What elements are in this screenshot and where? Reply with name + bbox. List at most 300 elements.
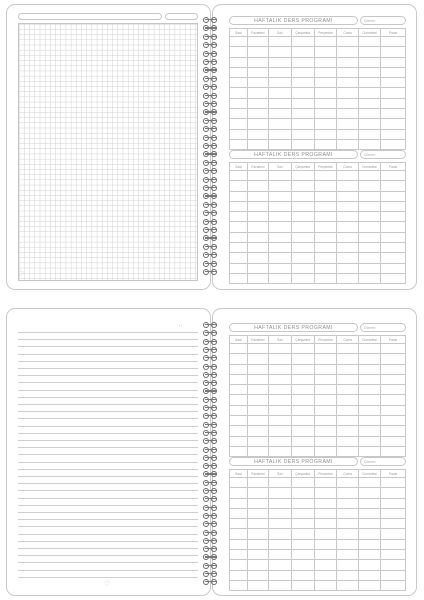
- schedule-cell[interactable]: [291, 67, 314, 77]
- schedule-cell[interactable]: [247, 416, 268, 426]
- schedule-cell[interactable]: [337, 416, 358, 426]
- schedule-cell[interactable]: [247, 436, 268, 446]
- schedule-cell[interactable]: [381, 222, 406, 232]
- schedule-cell[interactable]: [381, 519, 406, 529]
- schedule-cell[interactable]: [381, 436, 406, 446]
- schedule-cell[interactable]: [314, 181, 337, 191]
- schedule-cell[interactable]: [268, 129, 291, 139]
- schedule-cell[interactable]: [247, 181, 268, 191]
- schedule-cell[interactable]: [230, 488, 248, 498]
- schedule-cell[interactable]: [337, 67, 358, 77]
- schedule-cell[interactable]: [247, 550, 268, 560]
- schedule-cell[interactable]: [337, 539, 358, 549]
- schedule-cell[interactable]: [337, 232, 358, 242]
- schedule-cell[interactable]: [291, 139, 314, 149]
- schedule-cell[interactable]: [268, 253, 291, 263]
- schedule-cell[interactable]: [314, 222, 337, 232]
- schedule-cell[interactable]: [381, 181, 406, 191]
- term-field[interactable]: Dönem:: [360, 457, 406, 466]
- schedule-cell[interactable]: [358, 580, 381, 590]
- schedule-cell[interactable]: [247, 560, 268, 570]
- schedule-cell[interactable]: [358, 222, 381, 232]
- schedule-cell[interactable]: [268, 181, 291, 191]
- schedule-cell[interactable]: [314, 191, 337, 201]
- schedule-cell[interactable]: [291, 478, 314, 488]
- schedule-cell[interactable]: [268, 191, 291, 201]
- schedule-cell[interactable]: [291, 57, 314, 67]
- schedule-cell[interactable]: [314, 109, 337, 119]
- schedule-cell[interactable]: [268, 139, 291, 149]
- schedule-cell[interactable]: [268, 212, 291, 222]
- schedule-cell[interactable]: [291, 212, 314, 222]
- schedule-cell[interactable]: [291, 191, 314, 201]
- schedule-cell[interactable]: [381, 47, 406, 57]
- schedule-cell[interactable]: [314, 344, 337, 354]
- schedule-cell[interactable]: [230, 171, 248, 181]
- schedule-cell[interactable]: [381, 446, 406, 456]
- schedule-cell[interactable]: [291, 529, 314, 539]
- schedule-cell[interactable]: [314, 550, 337, 560]
- schedule-cell[interactable]: [230, 405, 248, 415]
- schedule-cell[interactable]: [381, 243, 406, 253]
- schedule-cell[interactable]: [358, 181, 381, 191]
- schedule-cell[interactable]: [247, 232, 268, 242]
- schedule-cell[interactable]: [268, 263, 291, 273]
- schedule-cell[interactable]: [268, 446, 291, 456]
- schedule-cell[interactable]: [291, 232, 314, 242]
- schedule-cell[interactable]: [358, 139, 381, 149]
- schedule-cell[interactable]: [337, 222, 358, 232]
- schedule-cell[interactable]: [247, 374, 268, 384]
- schedule-cell[interactable]: [314, 243, 337, 253]
- schedule-cell[interactable]: [314, 78, 337, 88]
- schedule-cell[interactable]: [358, 436, 381, 446]
- schedule-cell[interactable]: [381, 139, 406, 149]
- schedule-cell[interactable]: [381, 344, 406, 354]
- schedule-cell[interactable]: [358, 416, 381, 426]
- schedule-cell[interactable]: [268, 57, 291, 67]
- schedule-cell[interactable]: [268, 47, 291, 57]
- schedule-cell[interactable]: [230, 395, 248, 405]
- schedule-cell[interactable]: [268, 273, 291, 283]
- schedule-cell[interactable]: [337, 37, 358, 47]
- schedule-cell[interactable]: [268, 436, 291, 446]
- schedule-cell[interactable]: [314, 364, 337, 374]
- schedule-cell[interactable]: [381, 129, 406, 139]
- schedule-cell[interactable]: [247, 519, 268, 529]
- schedule-cell[interactable]: [268, 550, 291, 560]
- schedule-cell[interactable]: [230, 119, 248, 129]
- schedule-cell[interactable]: [337, 354, 358, 364]
- schedule-cell[interactable]: [314, 119, 337, 129]
- schedule-cell[interactable]: [314, 212, 337, 222]
- schedule-cell[interactable]: [314, 47, 337, 57]
- schedule-cell[interactable]: [247, 354, 268, 364]
- schedule-cell[interactable]: [358, 212, 381, 222]
- schedule-cell[interactable]: [230, 232, 248, 242]
- schedule-cell[interactable]: [314, 201, 337, 211]
- schedule-cell[interactable]: [381, 201, 406, 211]
- schedule-cell[interactable]: [230, 385, 248, 395]
- schedule-cell[interactable]: [230, 181, 248, 191]
- schedule-cell[interactable]: [268, 222, 291, 232]
- schedule-cell[interactable]: [358, 243, 381, 253]
- schedule-cell[interactable]: [230, 478, 248, 488]
- schedule-cell[interactable]: [381, 191, 406, 201]
- schedule-cell[interactable]: [247, 222, 268, 232]
- schedule-cell[interactable]: [314, 446, 337, 456]
- schedule-cell[interactable]: [291, 201, 314, 211]
- schedule-cell[interactable]: [358, 201, 381, 211]
- schedule-cell[interactable]: [230, 498, 248, 508]
- schedule-cell[interactable]: [314, 273, 337, 283]
- schedule-cell[interactable]: [337, 446, 358, 456]
- schedule-cell[interactable]: [230, 426, 248, 436]
- schedule-cell[interactable]: [314, 139, 337, 149]
- schedule-cell[interactable]: [291, 344, 314, 354]
- schedule-cell[interactable]: [230, 243, 248, 253]
- schedule-cell[interactable]: [247, 139, 268, 149]
- schedule-cell[interactable]: [314, 580, 337, 590]
- schedule-cell[interactable]: [381, 405, 406, 415]
- schedule-cell[interactable]: [314, 570, 337, 580]
- schedule-cell[interactable]: [230, 37, 248, 47]
- schedule-cell[interactable]: [381, 88, 406, 98]
- schedule-cell[interactable]: [230, 436, 248, 446]
- schedule-cell[interactable]: [337, 498, 358, 508]
- schedule-cell[interactable]: [314, 263, 337, 273]
- schedule-cell[interactable]: [247, 47, 268, 57]
- schedule-cell[interactable]: [268, 78, 291, 88]
- schedule-cell[interactable]: [230, 88, 248, 98]
- schedule-cell[interactable]: [247, 191, 268, 201]
- schedule-cell[interactable]: [291, 47, 314, 57]
- schedule-cell[interactable]: [230, 109, 248, 119]
- schedule-cell[interactable]: [358, 426, 381, 436]
- schedule-cell[interactable]: [314, 37, 337, 47]
- schedule-cell[interactable]: [358, 67, 381, 77]
- schedule-cell[interactable]: [230, 580, 248, 590]
- schedule-cell[interactable]: [337, 519, 358, 529]
- schedule-cell[interactable]: [358, 109, 381, 119]
- schedule-cell[interactable]: [314, 385, 337, 395]
- schedule-cell[interactable]: [230, 201, 248, 211]
- schedule-cell[interactable]: [314, 508, 337, 518]
- schedule-cell[interactable]: [268, 364, 291, 374]
- schedule-cell[interactable]: [247, 171, 268, 181]
- schedule-cell[interactable]: [247, 263, 268, 273]
- schedule-cell[interactable]: [337, 191, 358, 201]
- schedule-cell[interactable]: [247, 129, 268, 139]
- schedule-cell[interactable]: [268, 67, 291, 77]
- schedule-cell[interactable]: [291, 498, 314, 508]
- schedule-cell[interactable]: [268, 529, 291, 539]
- schedule-cell[interactable]: [358, 446, 381, 456]
- schedule-cell[interactable]: [358, 529, 381, 539]
- schedule-cell[interactable]: [381, 78, 406, 88]
- schedule-cell[interactable]: [381, 508, 406, 518]
- schedule-cell[interactable]: [358, 395, 381, 405]
- schedule-cell[interactable]: [230, 570, 248, 580]
- schedule-cell[interactable]: [247, 488, 268, 498]
- schedule-cell[interactable]: [247, 395, 268, 405]
- schedule-cell[interactable]: [247, 67, 268, 77]
- schedule-cell[interactable]: [337, 201, 358, 211]
- schedule-cell[interactable]: [358, 539, 381, 549]
- schedule-cell[interactable]: [314, 374, 337, 384]
- schedule-cell[interactable]: [247, 426, 268, 436]
- schedule-cell[interactable]: [230, 67, 248, 77]
- schedule-cell[interactable]: [337, 550, 358, 560]
- schedule-cell[interactable]: [247, 529, 268, 539]
- schedule-cell[interactable]: [268, 405, 291, 415]
- schedule-cell[interactable]: [358, 232, 381, 242]
- schedule-cell[interactable]: [358, 171, 381, 181]
- schedule-cell[interactable]: [268, 201, 291, 211]
- schedule-cell[interactable]: [381, 498, 406, 508]
- schedule-cell[interactable]: [268, 498, 291, 508]
- schedule-cell[interactable]: [337, 119, 358, 129]
- schedule-cell[interactable]: [291, 416, 314, 426]
- schedule-cell[interactable]: [247, 88, 268, 98]
- schedule-cell[interactable]: [268, 109, 291, 119]
- schedule-cell[interactable]: [230, 47, 248, 57]
- schedule-cell[interactable]: [247, 570, 268, 580]
- schedule-cell[interactable]: [230, 550, 248, 560]
- schedule-cell[interactable]: [314, 560, 337, 570]
- schedule-cell[interactable]: [337, 529, 358, 539]
- schedule-cell[interactable]: [247, 109, 268, 119]
- schedule-cell[interactable]: [291, 37, 314, 47]
- schedule-cell[interactable]: [337, 109, 358, 119]
- schedule-cell[interactable]: [291, 519, 314, 529]
- schedule-cell[interactable]: [381, 67, 406, 77]
- schedule-cell[interactable]: [337, 273, 358, 283]
- schedule-cell[interactable]: [314, 171, 337, 181]
- schedule-cell[interactable]: [314, 232, 337, 242]
- schedule-cell[interactable]: [247, 508, 268, 518]
- schedule-cell[interactable]: [381, 570, 406, 580]
- schedule-cell[interactable]: [314, 529, 337, 539]
- schedule-cell[interactable]: [314, 354, 337, 364]
- schedule-cell[interactable]: [314, 88, 337, 98]
- schedule-cell[interactable]: [230, 273, 248, 283]
- schedule-cell[interactable]: [268, 374, 291, 384]
- schedule-cell[interactable]: [358, 37, 381, 47]
- schedule-cell[interactable]: [358, 98, 381, 108]
- schedule-cell[interactable]: [314, 57, 337, 67]
- schedule-cell[interactable]: [247, 98, 268, 108]
- schedule-cell[interactable]: [381, 109, 406, 119]
- schedule-cell[interactable]: [247, 119, 268, 129]
- schedule-cell[interactable]: [381, 119, 406, 129]
- schedule-cell[interactable]: [268, 385, 291, 395]
- schedule-cell[interactable]: [268, 478, 291, 488]
- schedule-cell[interactable]: [268, 539, 291, 549]
- schedule-cell[interactable]: [314, 488, 337, 498]
- schedule-cell[interactable]: [247, 539, 268, 549]
- schedule-cell[interactable]: [337, 78, 358, 88]
- schedule-cell[interactable]: [381, 550, 406, 560]
- schedule-cell[interactable]: [230, 560, 248, 570]
- schedule-cell[interactable]: [358, 478, 381, 488]
- schedule-cell[interactable]: [314, 478, 337, 488]
- schedule-cell[interactable]: [337, 344, 358, 354]
- schedule-cell[interactable]: [247, 405, 268, 415]
- schedule-cell[interactable]: [358, 129, 381, 139]
- schedule-cell[interactable]: [268, 416, 291, 426]
- schedule-cell[interactable]: [291, 119, 314, 129]
- schedule-cell[interactable]: [230, 222, 248, 232]
- schedule-cell[interactable]: [247, 201, 268, 211]
- schedule-cell[interactable]: [291, 436, 314, 446]
- schedule-cell[interactable]: [268, 488, 291, 498]
- schedule-cell[interactable]: [291, 171, 314, 181]
- schedule-cell[interactable]: [291, 243, 314, 253]
- schedule-cell[interactable]: [381, 263, 406, 273]
- schedule-cell[interactable]: [337, 374, 358, 384]
- schedule-cell[interactable]: [268, 354, 291, 364]
- schedule-cell[interactable]: [268, 88, 291, 98]
- schedule-cell[interactable]: [268, 395, 291, 405]
- schedule-cell[interactable]: [381, 416, 406, 426]
- schedule-cell[interactable]: [230, 344, 248, 354]
- schedule-cell[interactable]: [291, 273, 314, 283]
- schedule-cell[interactable]: [358, 519, 381, 529]
- schedule-cell[interactable]: [337, 171, 358, 181]
- schedule-cell[interactable]: [247, 273, 268, 283]
- schedule-cell[interactable]: [337, 98, 358, 108]
- schedule-cell[interactable]: [291, 446, 314, 456]
- schedule-cell[interactable]: [337, 436, 358, 446]
- schedule-cell[interactable]: [337, 243, 358, 253]
- schedule-cell[interactable]: [337, 488, 358, 498]
- schedule-cell[interactable]: [291, 374, 314, 384]
- schedule-cell[interactable]: [381, 385, 406, 395]
- schedule-cell[interactable]: [314, 405, 337, 415]
- schedule-cell[interactable]: [337, 478, 358, 488]
- schedule-cell[interactable]: [337, 395, 358, 405]
- schedule-cell[interactable]: [381, 395, 406, 405]
- schedule-cell[interactable]: [268, 426, 291, 436]
- schedule-cell[interactable]: [337, 253, 358, 263]
- schedule-cell[interactable]: [314, 498, 337, 508]
- schedule-cell[interactable]: [230, 57, 248, 67]
- schedule-cell[interactable]: [314, 416, 337, 426]
- schedule-cell[interactable]: [291, 78, 314, 88]
- schedule-cell[interactable]: [230, 78, 248, 88]
- schedule-cell[interactable]: [291, 109, 314, 119]
- schedule-cell[interactable]: [230, 253, 248, 263]
- schedule-cell[interactable]: [381, 374, 406, 384]
- schedule-cell[interactable]: [381, 57, 406, 67]
- schedule-cell[interactable]: [291, 385, 314, 395]
- schedule-cell[interactable]: [291, 580, 314, 590]
- schedule-cell[interactable]: [337, 560, 358, 570]
- schedule-cell[interactable]: [247, 212, 268, 222]
- schedule-cell[interactable]: [358, 57, 381, 67]
- schedule-cell[interactable]: [314, 395, 337, 405]
- schedule-cell[interactable]: [291, 253, 314, 263]
- schedule-cell[interactable]: [337, 385, 358, 395]
- term-field[interactable]: Dönem:: [360, 323, 406, 332]
- schedule-cell[interactable]: [291, 488, 314, 498]
- schedule-cell[interactable]: [381, 560, 406, 570]
- schedule-cell[interactable]: [358, 364, 381, 374]
- schedule-cell[interactable]: [268, 508, 291, 518]
- schedule-cell[interactable]: [268, 98, 291, 108]
- schedule-cell[interactable]: [314, 436, 337, 446]
- schedule-cell[interactable]: [337, 405, 358, 415]
- schedule-cell[interactable]: [268, 37, 291, 47]
- schedule-cell[interactable]: [230, 212, 248, 222]
- schedule-cell[interactable]: [358, 88, 381, 98]
- schedule-cell[interactable]: [358, 560, 381, 570]
- schedule-cell[interactable]: [337, 263, 358, 273]
- schedule-cell[interactable]: [291, 395, 314, 405]
- schedule-cell[interactable]: [314, 519, 337, 529]
- schedule-cell[interactable]: [291, 426, 314, 436]
- schedule-cell[interactable]: [381, 364, 406, 374]
- schedule-cell[interactable]: [358, 508, 381, 518]
- schedule-cell[interactable]: [291, 508, 314, 518]
- schedule-cell[interactable]: [337, 570, 358, 580]
- schedule-cell[interactable]: [247, 478, 268, 488]
- schedule-cell[interactable]: [291, 560, 314, 570]
- schedule-cell[interactable]: [337, 88, 358, 98]
- schedule-cell[interactable]: [268, 119, 291, 129]
- schedule-cell[interactable]: [268, 232, 291, 242]
- schedule-cell[interactable]: [291, 570, 314, 580]
- schedule-cell[interactable]: [247, 446, 268, 456]
- schedule-cell[interactable]: [247, 580, 268, 590]
- schedule-cell[interactable]: [381, 98, 406, 108]
- schedule-cell[interactable]: [358, 78, 381, 88]
- schedule-cell[interactable]: [314, 539, 337, 549]
- schedule-cell[interactable]: [230, 519, 248, 529]
- schedule-cell[interactable]: [358, 570, 381, 580]
- schedule-cell[interactable]: [337, 580, 358, 590]
- schedule-cell[interactable]: [230, 129, 248, 139]
- schedule-cell[interactable]: [291, 550, 314, 560]
- schedule-cell[interactable]: [291, 263, 314, 273]
- schedule-cell[interactable]: [291, 129, 314, 139]
- schedule-cell[interactable]: [358, 385, 381, 395]
- schedule-cell[interactable]: [230, 446, 248, 456]
- schedule-cell[interactable]: [381, 539, 406, 549]
- schedule-cell[interactable]: [337, 129, 358, 139]
- schedule-cell[interactable]: [268, 560, 291, 570]
- schedule-cell[interactable]: [314, 426, 337, 436]
- schedule-cell[interactable]: [291, 354, 314, 364]
- schedule-cell[interactable]: [230, 139, 248, 149]
- schedule-cell[interactable]: [337, 508, 358, 518]
- schedule-cell[interactable]: [291, 98, 314, 108]
- schedule-cell[interactable]: [337, 47, 358, 57]
- schedule-cell[interactable]: [230, 364, 248, 374]
- schedule-cell[interactable]: [358, 550, 381, 560]
- schedule-cell[interactable]: [247, 78, 268, 88]
- schedule-cell[interactable]: [268, 344, 291, 354]
- schedule-cell[interactable]: [337, 426, 358, 436]
- schedule-cell[interactable]: [358, 354, 381, 364]
- schedule-cell[interactable]: [247, 344, 268, 354]
- schedule-cell[interactable]: [230, 191, 248, 201]
- schedule-cell[interactable]: [358, 498, 381, 508]
- schedule-cell[interactable]: [358, 191, 381, 201]
- schedule-cell[interactable]: [381, 354, 406, 364]
- schedule-cell[interactable]: [337, 212, 358, 222]
